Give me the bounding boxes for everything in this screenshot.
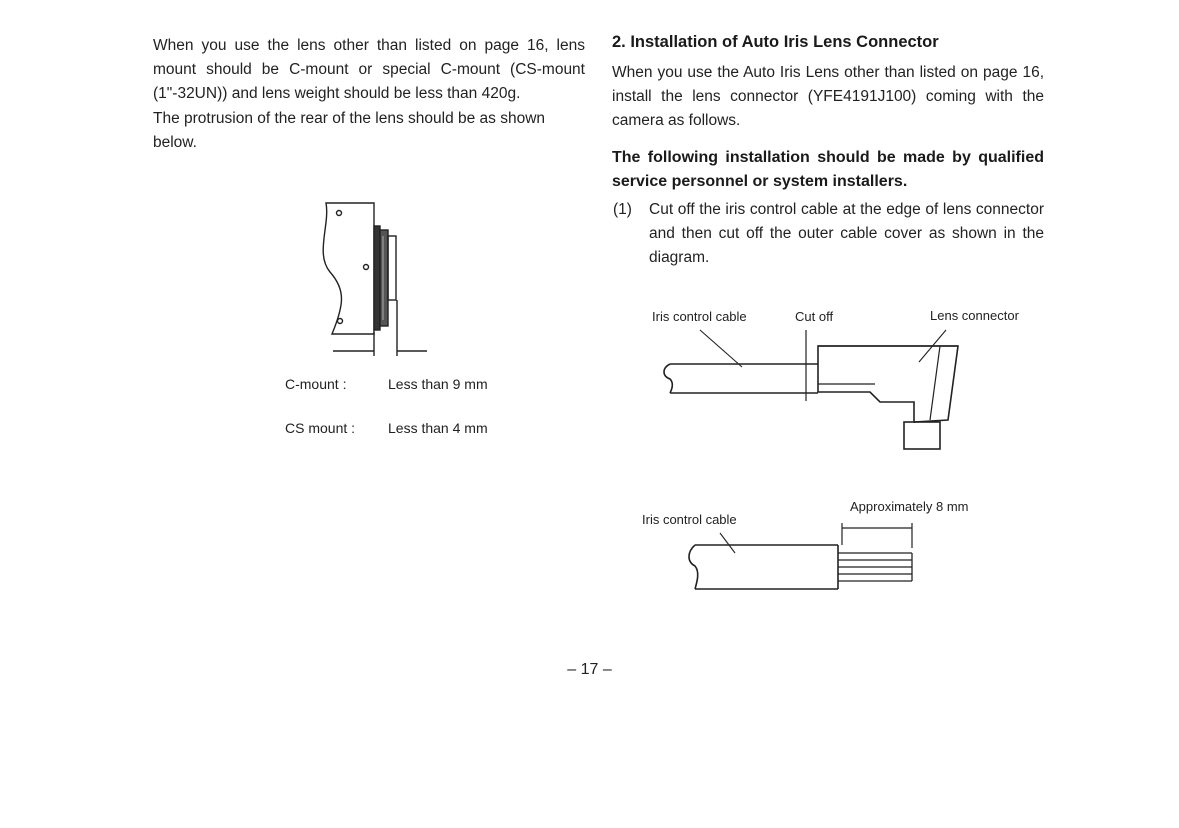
protrusion-paragraph: The protrusion of the rear of the lens should be as shown below. — [153, 110, 546, 151]
page-number: – 17 – — [567, 661, 612, 678]
c-mount-label: C-mount : — [285, 376, 347, 392]
step-number: (1) — [613, 201, 632, 218]
c-mount-limit: Less than 9 mm — [388, 376, 488, 392]
iris-control-cable-label-2: Iris control cable — [642, 512, 737, 527]
cut-off-label: Cut off — [795, 309, 834, 324]
lens-mount-diagram — [323, 203, 427, 356]
iris-control-cable-label: Iris control cable — [652, 309, 747, 324]
lens-connector-diagram — [664, 330, 958, 449]
cs-mount-label: CS mount : — [285, 420, 356, 436]
lens-mount-paragraph: When you use the lens other than listed on page 16, lens mount should be C-mount or special C-mount (CS-mount (1"-32UN)) and lens weight should be less than 420g. — [153, 37, 585, 102]
lens-connector-label: Lens connector — [930, 308, 1019, 323]
auto-iris-paragraph: When you use the Auto Iris Lens other than listed on page 16, install the lens connector (YFE4191J100) coming with the camera as follows. — [612, 64, 1044, 129]
stripped-cable-diagram — [689, 523, 912, 589]
cs-mount-limit: Less than 4 mm — [388, 420, 488, 436]
approximately-8mm-label: Approximately 8 mm — [850, 499, 969, 514]
step-text: Cut off the iris control cable at the edge of lens connector and then cut off the outer cable cover as shown in the diagram. — [649, 201, 1044, 266]
section-heading: 2. Installation of Auto Iris Lens Connector — [612, 33, 939, 51]
qualified-personnel-warning: The following installation should be made by qualified service personnel or system installers. — [612, 149, 1044, 190]
